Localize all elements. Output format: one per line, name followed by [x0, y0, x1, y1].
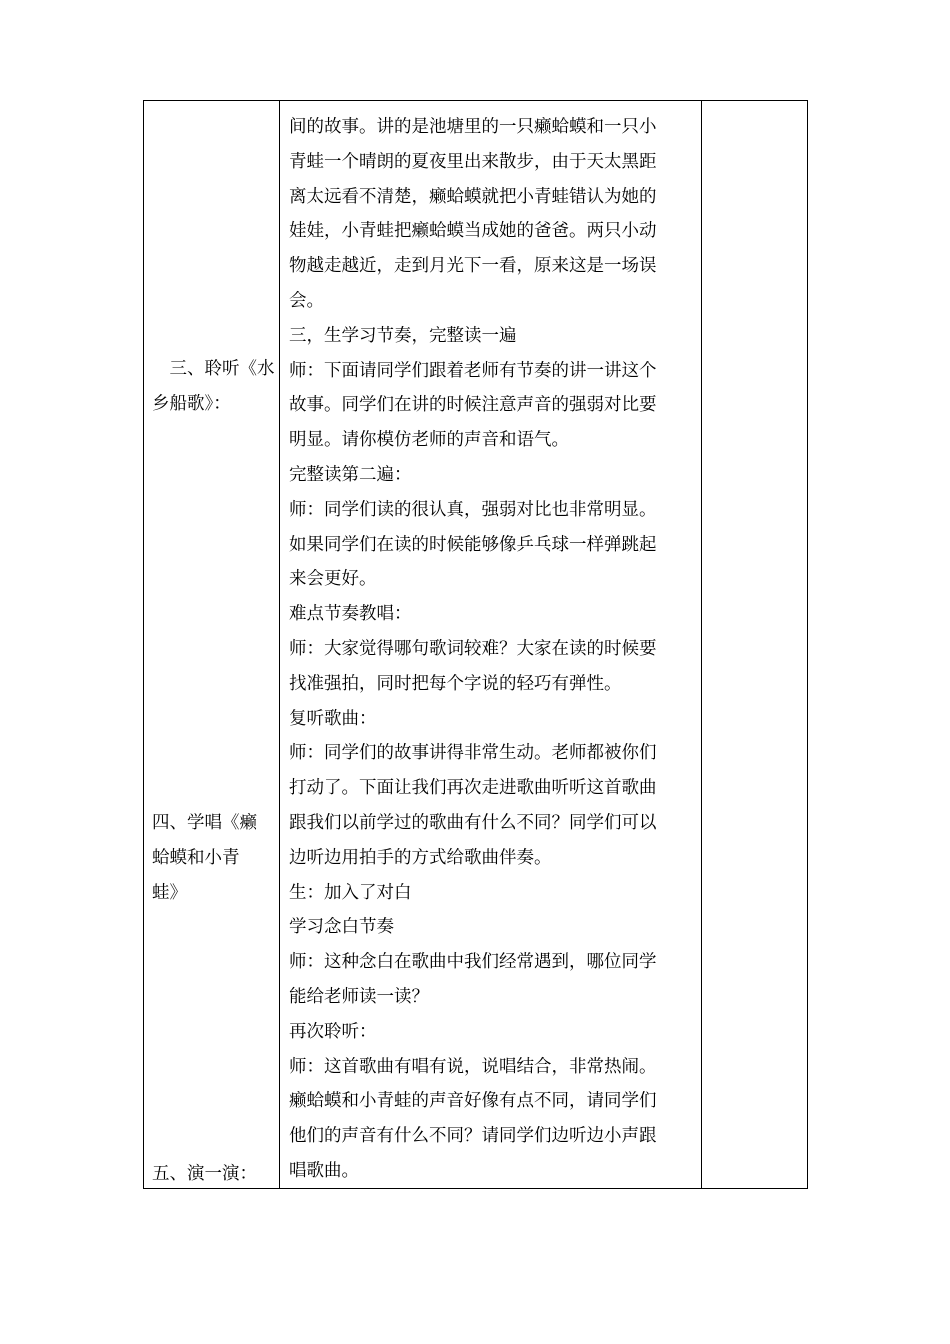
content-line: 师：同学们读的很认真，强弱对比也非常明显。 [289, 499, 657, 520]
content-line: 物越走越近，走到月光下一看，原来这是一场误 [289, 256, 657, 277]
content-line: 完整读第二遍： [289, 464, 412, 485]
content-line: 他们的声音有什么不同？请同学们边听边小声跟 [289, 1126, 657, 1147]
content-line: 边听边用拍手的方式给歌曲伴奏。 [289, 847, 552, 868]
content-line: 间的故事。讲的是池塘里的一只癞蛤蟆和一只小 [289, 117, 657, 137]
content-line: 生：加入了对白 [289, 882, 412, 903]
content-line: 能给老师读一读？ [289, 986, 429, 1007]
section-heading-line: 四、学唱《癞 [152, 813, 257, 833]
content-line: 师：同学们的故事讲得非常生动。老师都被你们 [289, 743, 657, 764]
content-line: 故事。同学们在讲的时候注意声音的强弱对比要 [289, 395, 657, 416]
teaching-content [289, 110, 699, 1189]
content-line: 难点节奏教唱： [289, 604, 412, 625]
content-line: 师：这首歌曲有唱有说，说唱结合，非常热闹。 [289, 1056, 657, 1077]
content-line: 再次聆听： [289, 1021, 377, 1042]
content-line: 离太远看不清楚，癞蛤蟆就把小青蛙错认为她的 [289, 186, 657, 207]
content-line: 来会更好。 [289, 569, 377, 590]
content-line: 找准强拍，同时把每个字说的轻巧有弹性。 [289, 673, 622, 694]
section-heading-line: 乡船歌》： [152, 393, 231, 414]
content-line: 唱歌曲。 [289, 1160, 359, 1181]
content-line: 跟我们以前学过的歌曲有什么不同？同学们可以 [289, 812, 657, 833]
content-line: 师：这种念白在歌曲中我们经常遇到，哪位同学 [289, 952, 657, 973]
content-line: 学习念白节奏 [289, 917, 394, 938]
content-line: 复听歌曲： [289, 708, 377, 729]
lesson-plan-table [143, 100, 808, 1189]
section-heading-perform [152, 1157, 276, 1192]
content-line: 癞蛤蟆和小青蛙的声音好像有点不同，请同学们 [289, 1091, 657, 1112]
column-divider-left [279, 101, 280, 1188]
content-line: 青蛙一个晴朗的夏夜里出来散步，由于天太黑距 [289, 151, 657, 172]
content-line: 师：大家觉得哪句歌词较难？大家在读的时候要 [289, 638, 657, 659]
content-line: 三，生学习节奏，完整读一遍 [289, 325, 517, 346]
content-line: 娃娃，小青蛙把癞蛤蟆当成她的爸爸。两只小动 [289, 221, 657, 242]
section-heading-line: 五、演一演： [152, 1164, 257, 1184]
content-line: 师：下面请同学们跟着老师有节奏的讲一讲这个 [289, 360, 657, 381]
section-heading-line: 三、聆听《水 [152, 359, 275, 379]
section-heading-learn-song [152, 806, 276, 910]
section-heading-listen [152, 352, 276, 422]
section-heading-line: 蛙》 [152, 882, 187, 903]
content-line: 明显。请你模仿老师的声音和语气。 [289, 430, 569, 451]
section-heading-line: 蛤蟆和小青 [152, 847, 240, 868]
content-line: 如果同学们在读的时候能够像乒乓球一样弹跳起 [289, 534, 657, 555]
column-divider-right [701, 101, 702, 1188]
content-line: 会。 [289, 290, 324, 311]
content-line: 打动了。下面让我们再次走进歌曲听听这首歌曲 [289, 778, 657, 799]
